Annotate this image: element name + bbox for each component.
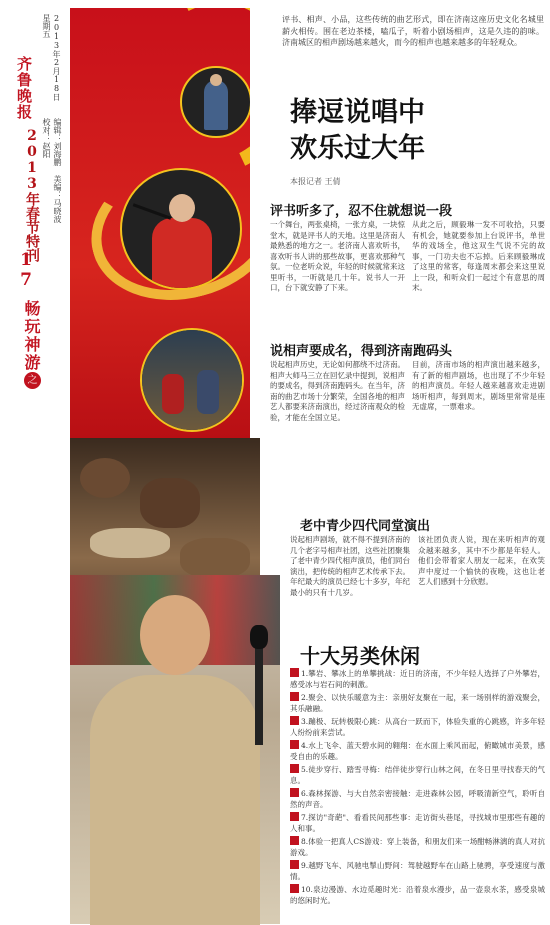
bullet-icon bbox=[290, 668, 299, 677]
section-heading: 评书听多了，忍不住就想说一段 bbox=[270, 204, 453, 219]
headline-line2: 欢乐过大年 bbox=[290, 133, 425, 164]
bullet-icon bbox=[290, 884, 299, 893]
editor-credits: 编辑：刘海鹏 美编：马晓波 校对：赵阳 bbox=[42, 118, 62, 223]
article-column: 一个舞台，两张桌椅，一张方桌，一块惊堂木，就是评书人的天地。这里是济南人最熟悉的地方之一。老济南人喜欢听书，喜欢听书人讲的那些故事，更喜欢那种气氛。一位老听众说，年轻的时候就常来这里听书，一听就是几十年。说书人一开口，台下就安静了下来。 bbox=[270, 220, 405, 292]
article-column: 目前，济南市场的相声演出越来越多，有了新的相声剧场，也出现了不少年轻的相声演员。年轻人越来越喜欢走进剧场听相声，每到周末，剧场里常常是座无虚席，一票难求。 bbox=[412, 360, 545, 411]
section-title: 畅玩神游 bbox=[22, 300, 41, 372]
headline bbox=[290, 95, 425, 167]
bullet-icon bbox=[290, 812, 299, 821]
guide-item: 4.水上飞伞、蓝天碧水间的翱翔：在水面上乘风而起，俯瞰城市美景，感受自由的乐趣。 bbox=[290, 741, 545, 761]
byline: 本报记者 王倩 bbox=[290, 177, 341, 186]
guide-item: 9.越野飞车、风驰电掣山野间：驾驶越野车在山路上驰骋，享受速度与激情。 bbox=[290, 861, 545, 881]
headline-line1: 捧逗说唱中 bbox=[290, 97, 425, 128]
performer-photo bbox=[140, 328, 244, 432]
guide-item: 2.聚会、以快乐暖意为主：亲朋好友聚在一起，来一场别样的游戏聚会，其乐融融。 bbox=[290, 693, 545, 713]
bullet-icon bbox=[290, 740, 299, 749]
bullet-icon bbox=[290, 764, 299, 773]
bullet-icon bbox=[290, 716, 299, 725]
performer-photo-large bbox=[70, 575, 280, 924]
issue-date: 2013年2月18日 星期五 bbox=[42, 14, 61, 101]
guide-item: 5.徒步穿行、踏雪寻梅：结伴徒步穿行山林之间，在冬日里寻找春天的气息。 bbox=[290, 765, 545, 785]
guide-item: 8.体验一把真人CS游戏：穿上装备，和朋友们来一场酣畅淋漓的真人对抗游戏。 bbox=[290, 837, 545, 857]
article-column: 该社团负责人说，现在来听相声的观众越来越多，其中不少都是年轻人。他们会带着家人朋友一起来，在欢笑声中度过一个愉快的夜晚，这也让老艺人们感到十分欣慰。 bbox=[418, 535, 545, 586]
section-heading: 老中青少四代同堂演出 bbox=[300, 519, 431, 534]
guide-item: 6.森林探游、与大自然亲密接触：走进森林公园，呼吸清新空气，聆听自然的声音。 bbox=[290, 789, 545, 809]
newspaper-logo: 齐鲁晚报 bbox=[15, 56, 33, 120]
red-banner bbox=[70, 8, 250, 438]
guide-list bbox=[290, 668, 545, 908]
bullet-icon bbox=[290, 860, 299, 869]
article-column: 说起相声历史，无论如何都绕不过济南。相声大师马三立在回忆录中提到，说相声的要成名，得到济南跑码头。在当年，济南的曲艺市场十分繁荣，全国各地的相声艺人都要来济南演出，经过济南观众的检验，才能在全国立足。 bbox=[270, 360, 405, 422]
section-seal: 之 bbox=[24, 372, 41, 389]
guide-item: 1.攀岩、攀冰上的单攀挑战：近日的济南，不少年轻人选择了户外攀岩，感受冰与岩石间的刺激。 bbox=[290, 669, 545, 689]
article-column: 从此之后，顾毅琳一发不可收拾，只要有机会，她就要参加上台说评书，单世华的戏场全，他这双生气说不完的故事，一门功夫也不忘掉。后来顾毅琳成了这里的常客，每逢周末都会来这里说上一段，和听众们一起过个有意思的周末。 bbox=[412, 220, 545, 292]
guide-title: 十大另类休闲 bbox=[300, 644, 420, 668]
guide-item: 10.泉边漫游、水边觅趣时光：沿着泉水漫步，品一壶泉水茶，感受泉城的悠闲时光。 bbox=[290, 885, 545, 905]
section-heading: 说相声要成名，得到济南跑码头 bbox=[270, 344, 453, 359]
section-number: 17 bbox=[16, 250, 36, 290]
article-column: 说起相声剧场，就不得不提到济南的几个老字号相声社团，这些社团聚集了老中青少四代相声演员，他们同台演出，把传统的相声艺术传承下去。年纪最大的演员已经七十多岁，年纪最小的只有十几岁。 bbox=[290, 535, 410, 597]
bullet-icon bbox=[290, 836, 299, 845]
intro-paragraph: 评书、相声、小品，这些传统的曲艺形式，即在济南这座历史文化名城里薪火相传。围在老边茶楼，嗑瓜子，听着小剧场相声，这是久违的韵味。济南城区的相声剧场越来越火，而今的相声也越来越多的年轻观众。 bbox=[282, 15, 544, 47]
bullet-icon bbox=[290, 692, 299, 701]
bullet-icon bbox=[290, 788, 299, 797]
special-edition-label: 2013年春节特刊 bbox=[24, 128, 40, 262]
guide-item: 7.探访"奇葩"、看看民间那些事：走访街头巷尾，寻找城市里那些有趣的人和事。 bbox=[290, 813, 545, 833]
performer-photo bbox=[180, 66, 250, 138]
performer-photo bbox=[120, 168, 242, 290]
guide-item: 3.蹦极、玩转极限心跳：从高台一跃而下，体验失重的心跳感，许多年轻人纷纷前来尝试。 bbox=[290, 717, 545, 737]
